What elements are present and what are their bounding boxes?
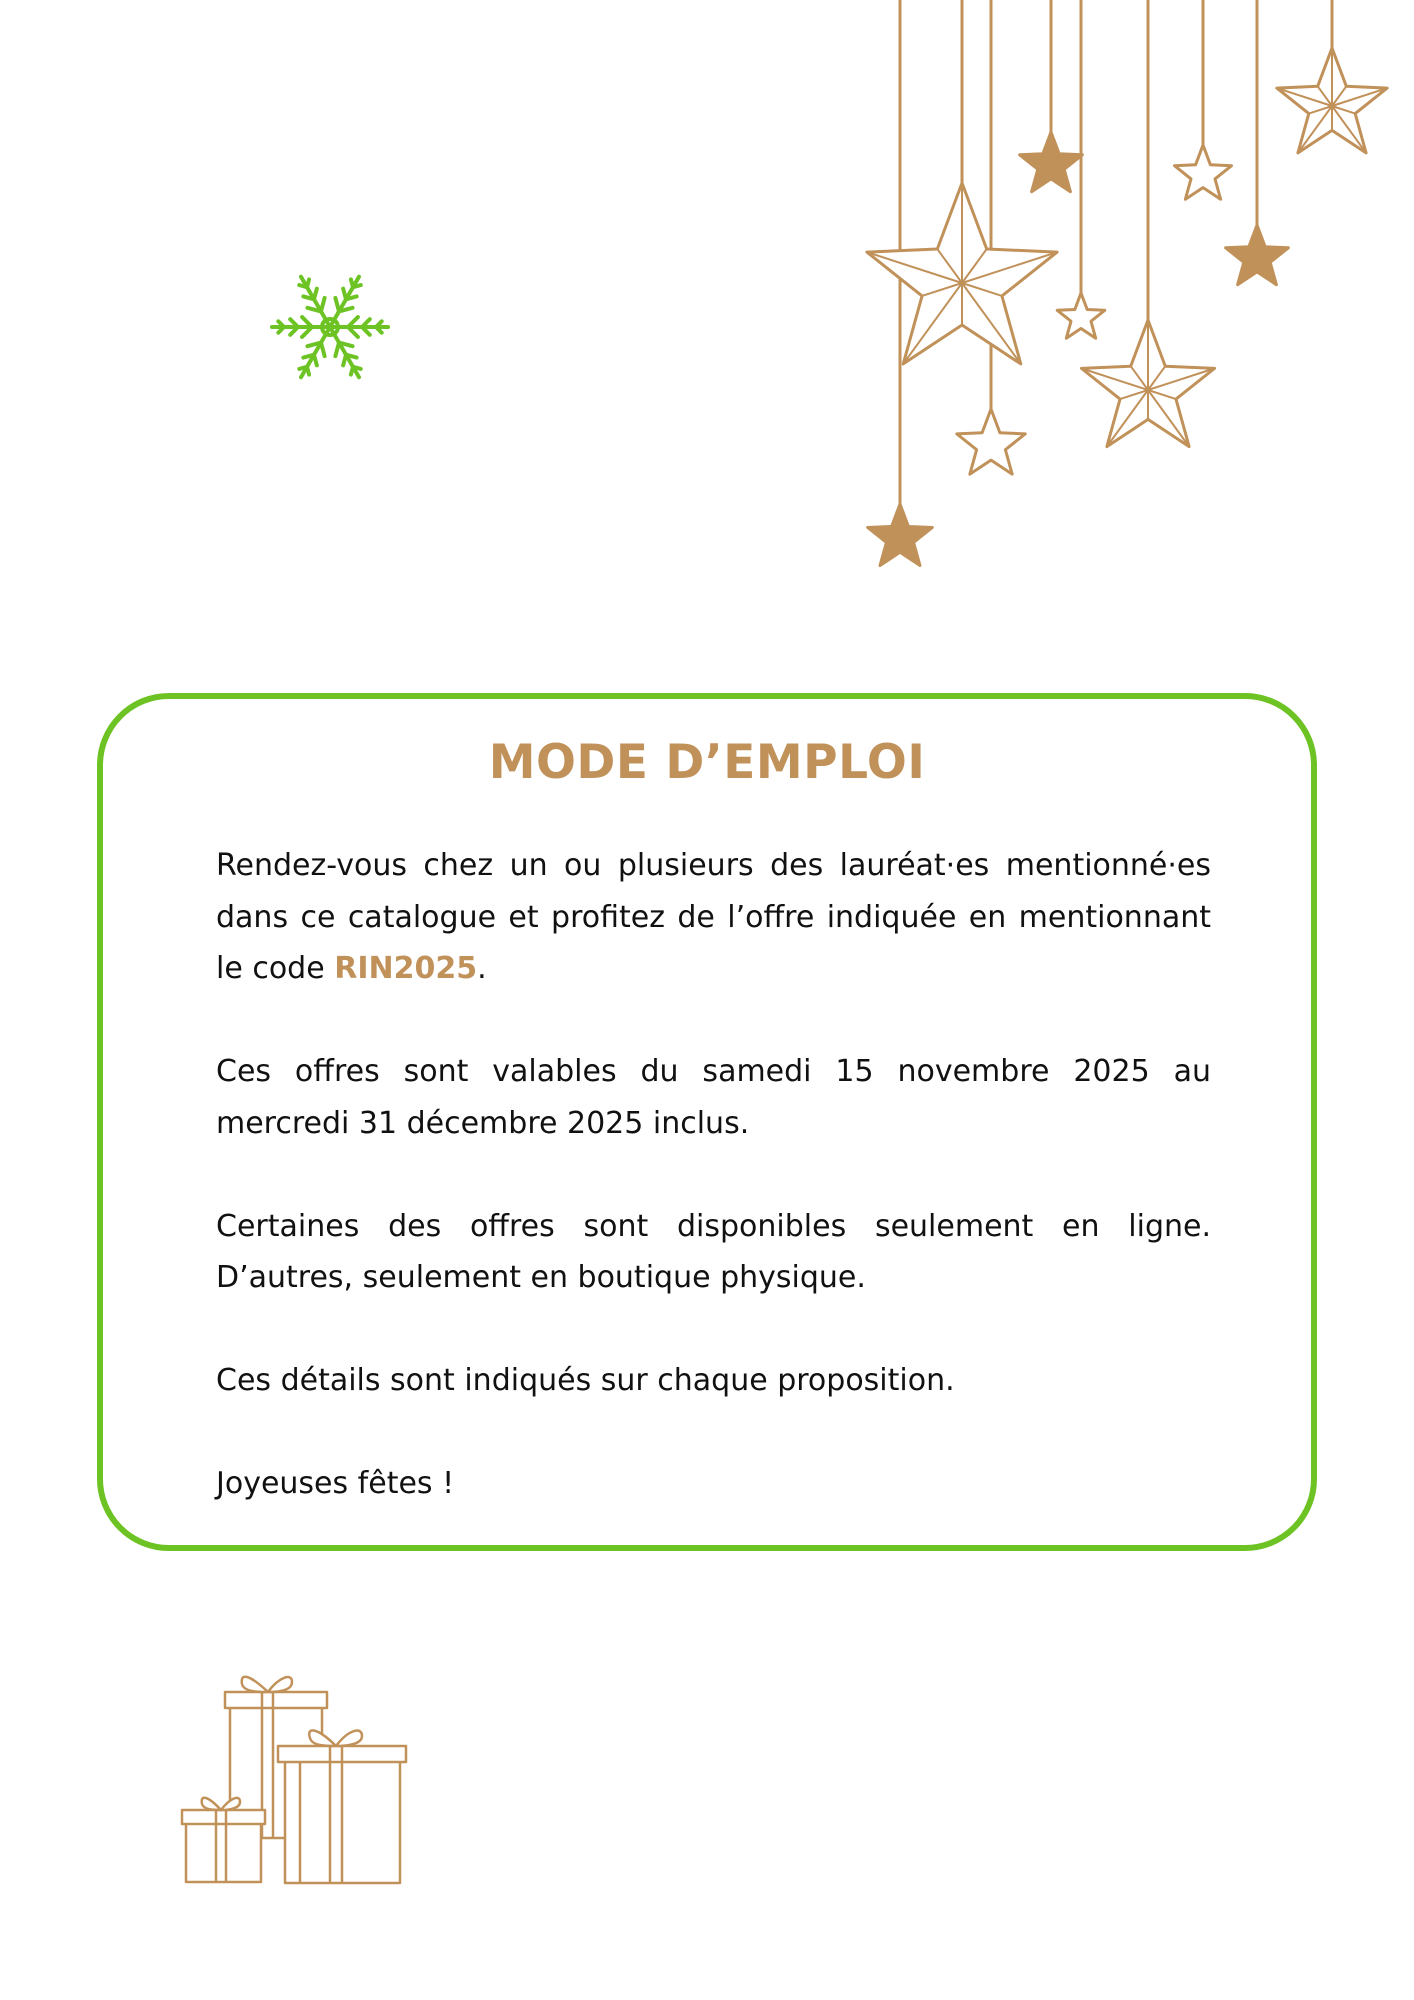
paragraph-availability: Certaines des offres sont disponibles seulement en ligne. D’autres, seulement en boutique physique. [216, 1208, 1211, 1295]
hanging-stars-icon [0, 0, 1414, 600]
snowflake-icon [268, 265, 392, 389]
paragraph-details: Ces détails sont indiqués sur chaque proposition. [216, 1363, 955, 1398]
instructions-card [97, 693, 1317, 1551]
instructions-body [216, 840, 1211, 1510]
paragraph-dates: Ces offres sont valables du samedi 15 novembre 2025 au mercredi 31 décembre 2025 inclus. [216, 1054, 1211, 1141]
page-title: MODE D’EMPLOI [488, 735, 926, 790]
gift-boxes-icon [180, 1670, 425, 1900]
paragraph-code-end: . [477, 951, 487, 986]
paragraph-greeting: Joyeuses fêtes ! [216, 1466, 455, 1501]
paragraph-code-text: Rendez-vous chez un ou plusieurs des lauréat·es mentionné·es dans ce catalogue et profitez de l’offre indiquée en mentionnant le code [216, 848, 1211, 986]
promo-code: RIN2025 [334, 951, 478, 986]
paragraph-code [216, 840, 1211, 995]
